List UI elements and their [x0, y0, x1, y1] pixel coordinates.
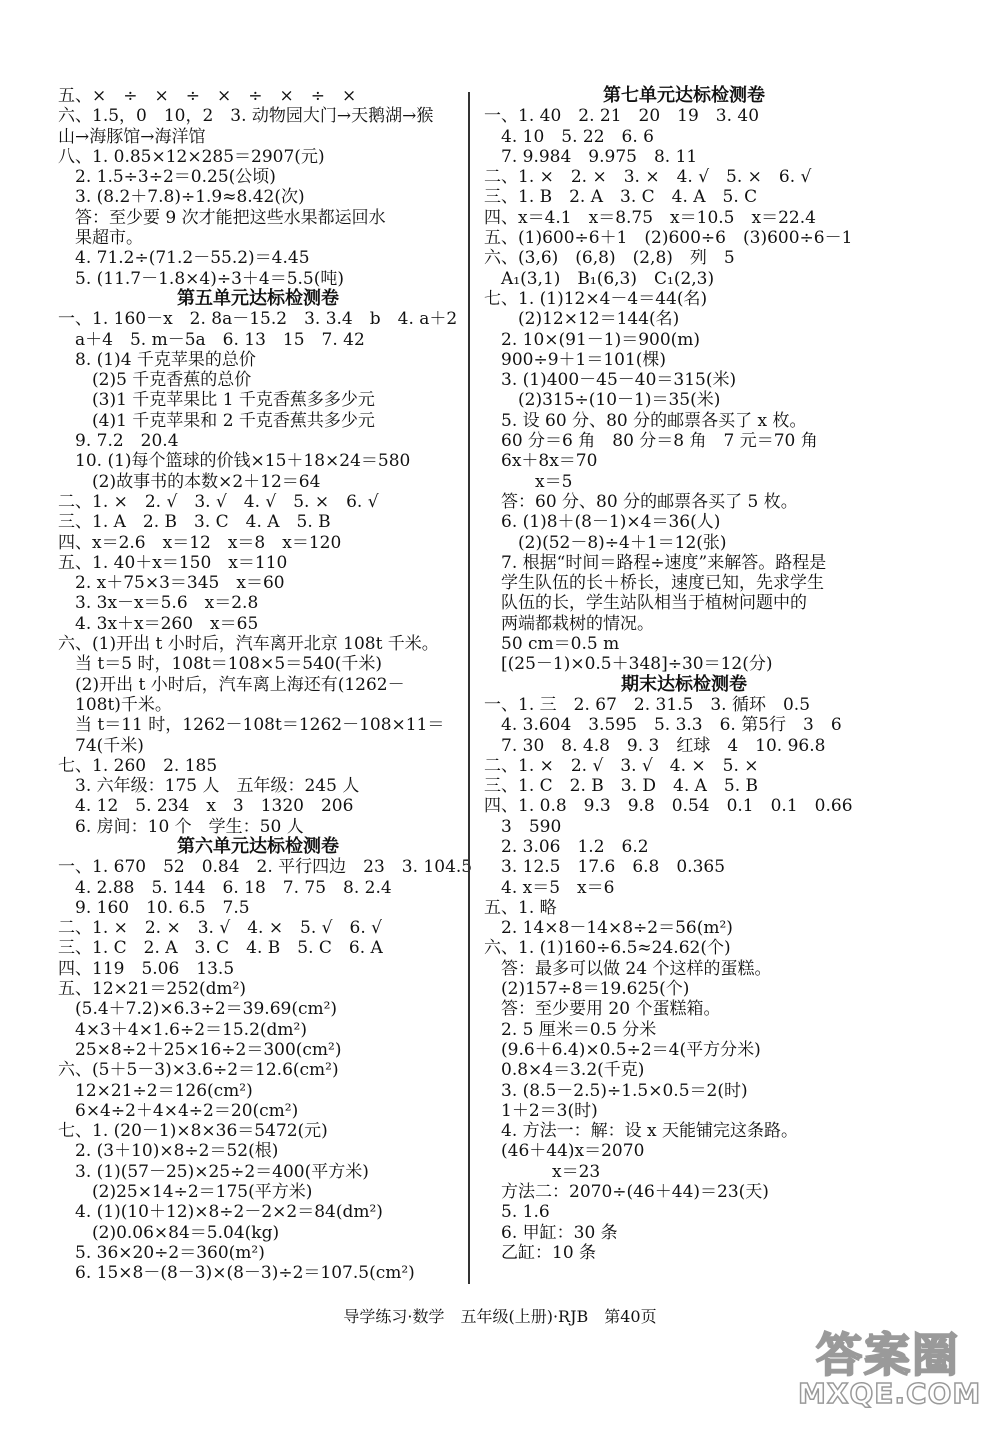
answer-line: 4. 10 5. 22 6. 6 — [484, 126, 654, 147]
answer-line: 答：最多可以做 24 个这样的蛋糕。 — [484, 958, 772, 979]
answer-line: 4. 3.604 3.595 5. 3.3 6. 第5行 3 6 — [484, 715, 842, 736]
answer-line: 8. (1)4 千克苹果的总价 — [58, 349, 256, 370]
answer-line: 四、x＝2.6 x＝12 x＝8 x＝120 — [58, 532, 342, 553]
answer-line: x＝23 — [484, 1161, 601, 1182]
answer-line: (3)1 千克苹果比 1 千克香蕉多多少元 — [58, 390, 375, 411]
answer-line: 4. 2.88 5. 144 6. 18 7. 75 8. 2.4 — [58, 877, 392, 898]
answer-line: 4. 71.2÷(71.2－55.2)＝4.45 — [58, 248, 310, 269]
answer-line: 方法二：2070÷(46＋44)＝23(天) — [484, 1182, 769, 1203]
answer-line: 六、(5＋5－3)×3.6÷2＝12.6(cm²) — [58, 1060, 339, 1081]
answer-line: 9. 7.2 20.4 — [58, 431, 179, 452]
answer-line: 三、1. A 2. B 3. C 4. A 5. B — [58, 512, 331, 533]
answer-line: 五、× ÷ × ÷ × ÷ × ÷ × — [58, 86, 357, 106]
answer-line: 二、1. × 2. √ 3. √ 4. √ 5. × 6. √ — [58, 491, 379, 512]
answer-line: 四、x＝4.1 x＝8.75 x＝10.5 x＝22.4 — [484, 207, 816, 228]
answer-line: 两端都栽树的情况。 — [484, 613, 654, 634]
answer-line: (2)5 千克香蕉的总价 — [58, 370, 252, 391]
answer-line: 3. (8.5－2.5)÷1.5×0.5＝2(时) — [484, 1080, 748, 1101]
section-title: 第六单元达标检测卷 — [177, 835, 339, 857]
answer-line: 2. (3＋10)×8÷2＝52(根) — [58, 1141, 279, 1162]
answer-line: 2. 10×(91－1)＝900(m) — [484, 329, 701, 350]
answer-line: 六、(1)开出 t 小时后，汽车离开北京 108t 千米。 — [58, 634, 439, 655]
answer-line: 5. 1.6 — [484, 1202, 550, 1223]
answer-line: x＝5 — [484, 471, 573, 492]
answer-line: 50 cm＝0.5 m — [484, 634, 620, 655]
answer-line: 4. x＝5 x＝6 — [484, 877, 615, 898]
answer-line: 四、119 5.06 13.5 — [58, 958, 235, 979]
answer-line: 四、1. 0.8 9.3 9.8 0.54 0.1 0.1 0.66 — [484, 796, 853, 817]
answer-line: (2)157÷8＝19.625(个) — [484, 979, 690, 1000]
answer-line: 4×3＋4×1.6÷2＝15.2(dm²) — [58, 1019, 307, 1040]
answer-line: 一、1. 670 52 0.84 2. 平行四边 23 3. 104.5 — [58, 857, 473, 878]
answer-line: 七、1. 260 2. 185 — [58, 755, 218, 776]
answer-line: 7. 9.984 9.975 8. 11 — [484, 146, 698, 167]
answer-line: 七、1. (20－1)×8×36＝5472(元) — [58, 1121, 328, 1142]
answer-line: 10. (1)每个篮球的价钱×15＋18×24＝580 — [58, 451, 411, 472]
column-divider — [468, 92, 470, 1284]
answer-line: 3. (8.2＋7.8)÷1.9≈8.42(次) — [58, 187, 305, 208]
answer-line: (2)开出 t 小时后，汽车离上海还有(1262－ — [58, 674, 405, 695]
answer-line: (4)1 千克苹果和 2 千克香蕉共多少元 — [58, 410, 375, 431]
answer-line: 6. 房间：10 个 学生：50 人 — [58, 816, 304, 837]
answer-line: 7. 根据“时间＝路程÷速度”来解答。路程是 — [484, 552, 827, 573]
page-footer: 导学练习·数学 五年级(上册)·RJB 第40页 — [343, 1307, 657, 1326]
answer-line: 3. 12.5 17.6 6.8 0.365 — [484, 857, 726, 878]
answer-line: 3 590 — [484, 816, 562, 837]
answer-line: 二、1. × 2. √ 3. √ 4. × 5. × — [484, 755, 759, 776]
answer-line: (5.4＋7.2)×6.3÷2＝39.69(cm²) — [58, 999, 338, 1020]
answer-line: 五、12×21＝252(dm²) — [58, 979, 247, 1000]
answer-line: 三、1. B 2. A 3. C 4. A 5. C — [484, 187, 758, 208]
answer-line: (2)故事书的本数×2＋12＝64 — [58, 471, 321, 492]
answer-line: 六、(3,6) (6,8) (2,8) 列 5 — [484, 248, 735, 269]
answer-line: 12×21÷2＝126(cm²) — [58, 1080, 253, 1101]
answer-line: 3. (1)400－45－40＝315(米) — [484, 370, 737, 391]
answer-line: 二、1. × 2. × 3. √ 4. × 5. √ 6. √ — [58, 918, 382, 939]
answer-line: 一、1. 三 2. 67 2. 31.5 3. 循环 0.5 — [484, 694, 811, 715]
watermark-text: 答案圈 — [816, 1328, 960, 1382]
answer-line: 6×4÷2＋4×4÷2＝20(cm²) — [58, 1100, 299, 1121]
answer-line: 六、1. (1)160÷6.5≈24.62(个) — [484, 938, 731, 959]
answer-line: 5. 设 60 分、80 分的邮票各买了 x 枚。 — [484, 410, 807, 431]
answer-line: 六、1.5，0 10，2 3. 动物园大门→天鹅湖→猴 — [58, 106, 434, 127]
answer-line: (2)12×12＝144(名) — [484, 309, 680, 330]
answer-line: (2)315÷(10－1)＝35(米) — [484, 390, 721, 411]
answer-line: 60 分＝6 角 80 分＝8 角 7 元＝70 角 — [484, 431, 818, 452]
answer-line: (46＋44)x＝2070 — [484, 1141, 645, 1162]
watermark-url: MXQE.COM — [798, 1377, 982, 1410]
answer-line: 4. (1)(10＋12)×8÷2－2×2＝84(dm²) — [58, 1202, 383, 1223]
answer-line: (2)25×14÷2＝175(平方米) — [58, 1182, 313, 1203]
answer-line: 6. 甲缸：30 条 — [484, 1222, 618, 1243]
answer-line: 山→海豚馆→海洋馆 — [58, 126, 206, 147]
answer-line: 三、1. C 2. A 3. C 4. B 5. C 6. A — [58, 938, 383, 959]
answer-line: 一、1. 40 2. 21 20 19 3. 40 — [484, 106, 760, 127]
answer-line: 2. 14×8－14×8÷2＝56(m²) — [484, 918, 733, 939]
answer-line: 6. (1)8＋(8－1)×4＝36(人) — [484, 512, 721, 533]
answer-line: 答：至少要用 20 个蛋糕箱。 — [484, 999, 721, 1020]
answer-line: 7. 30 8. 4.8 9. 3 红球 4 10. 96.8 — [484, 735, 826, 756]
answer-line: 2. 3.06 1.2 6.2 — [484, 836, 649, 857]
answer-line: 74(千米) — [58, 735, 144, 756]
answer-line: 五、(1)600÷6＋1 (2)600÷6 (3)600÷6－1 — [484, 228, 853, 249]
watermark-logo — [798, 1319, 982, 1415]
answer-line: 3. 3x－x＝5.6 x＝2.8 — [58, 593, 259, 614]
answer-line: 果超市。 — [58, 228, 143, 249]
answer-line: 八、1. 0.85×12×285＝2907(元) — [58, 146, 325, 167]
answer-line: 七、1. (1)12×4－4＝44(名) — [484, 288, 708, 309]
answer-line: 2. 5 厘米＝0.5 分米 — [484, 1019, 657, 1040]
answer-line: 五、1. 略 — [484, 897, 557, 918]
answer-line: 25×8÷2＋25×16÷2＝300(cm²) — [58, 1039, 342, 1060]
answer-line: 乙缸：10 条 — [484, 1242, 597, 1263]
section-title: 第七单元达标检测卷 — [603, 85, 765, 106]
answer-line: 一、1. 160－x 2. 8a－15.2 3. 3.4 b 4. a＋2 — [58, 309, 458, 330]
answer-line: 6. 15×8－(8－3)×(8－3)÷2＝107.5(cm²) — [58, 1263, 415, 1284]
answer-line: 1＋2＝3(时) — [484, 1100, 598, 1121]
answer-line: A₁(3,1) B₁(6,3) C₁(2,3) — [484, 268, 715, 289]
answer-line: 答：至少要 9 次才能把这些水果都运回水 — [58, 207, 386, 228]
section-title: 期末达标检测卷 — [621, 673, 747, 695]
answer-line: (9.6＋6.4)×0.5÷2＝4(平方分米) — [484, 1039, 761, 1060]
left-column — [58, 86, 473, 1284]
answer-line: 4. 方法一：解：设 x 天能铺完这条路。 — [484, 1121, 799, 1142]
answer-line: 五、1. 40＋x＝150 x＝110 — [58, 552, 288, 573]
answer-line: 3. (1)(57－25)×25÷2＝400(平方米) — [58, 1161, 369, 1182]
answer-line: 三、1. C 2. B 3. D 4. A 5. B — [484, 776, 759, 797]
answer-line: 4. 12 5. 234 x 3 1320 206 — [58, 796, 354, 817]
answer-line: 二、1. × 2. × 3. × 4. √ 5. × 6. √ — [484, 167, 812, 188]
section-title: 第五单元达标检测卷 — [177, 287, 339, 309]
answer-line: 9. 160 10. 6.5 7.5 — [58, 897, 250, 918]
answer-line: 0.8×4＝3.2(千克) — [484, 1060, 645, 1081]
answer-line: 学生队伍的长＋桥长，速度已知，先求学生 — [484, 573, 824, 594]
answer-line: 2. x＋75×3＝345 x＝60 — [58, 573, 285, 594]
answer-line: 2. 1.5÷3÷2＝0.25(公顷) — [58, 167, 276, 188]
answer-line: 5. 36×20÷2＝360(m²) — [58, 1242, 265, 1263]
answer-line: 3. 六年级：175 人 五年级：245 人 — [58, 776, 360, 797]
answer-line: 6x＋8x＝70 — [484, 451, 598, 472]
answer-line: 答：60 分、80 分的邮票各买了 5 枚。 — [484, 491, 798, 512]
answer-line: a＋4 5. m－5a 6. 13 15 7. 42 — [58, 329, 365, 350]
answer-line: 108t)千米。 — [58, 694, 172, 715]
answer-line: [(25－1)×0.5＋348]÷30＝12(分) — [484, 654, 773, 675]
answer-line: 900÷9＋1＝101(棵) — [484, 349, 667, 370]
answer-line: 当 t＝5 时，108t＝108×5＝540(千米) — [58, 654, 382, 675]
answer-line: 队伍的长，学生站队相当于植树问题中的 — [484, 593, 807, 614]
answer-line: (2)0.06×84＝5.04(kg) — [58, 1222, 280, 1243]
answer-line: (2)(52－8)÷4＋1＝12(张) — [484, 532, 727, 553]
answer-line: 5. (11.7－1.8×4)÷3＋4＝5.5(吨) — [58, 268, 345, 289]
right-column — [484, 86, 884, 1263]
answer-line: 4. 3x＋x＝260 x＝65 — [58, 613, 259, 634]
answer-line: 当 t＝11 时，1262－108t＝1262－108×11＝ — [58, 715, 445, 736]
